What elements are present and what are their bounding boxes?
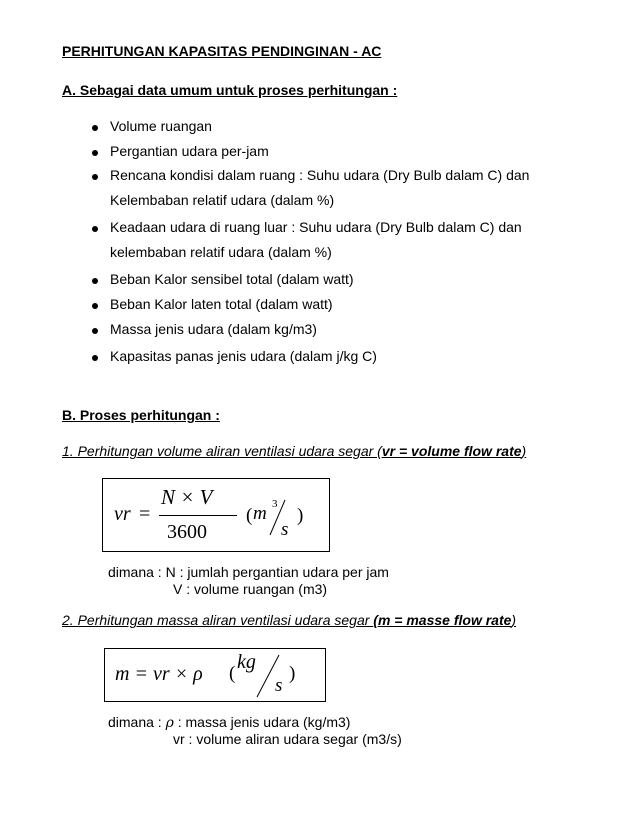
formula-equals: =	[139, 503, 151, 525]
bullet-icon	[92, 226, 98, 232]
step1-title-bold: vr = volume flow rate	[381, 443, 522, 459]
bullet-icon	[92, 150, 98, 156]
where-label: dimana :	[108, 714, 166, 730]
where-description: : massa jenis udara (kg/m3)	[173, 714, 351, 730]
list-item: Massa jenis udara (dalam kg/m3)	[110, 321, 317, 337]
step2-title-end: )	[511, 612, 517, 628]
step1-title-text: 1. Perhitungan volume aliran ventilasi udara segar (	[62, 443, 382, 459]
list-item-continuation: kelembaban relatif udara (dalam %)	[110, 244, 332, 260]
step2-title	[62, 612, 516, 628]
list-item: Pergantian udara per-jam	[110, 143, 269, 159]
step2-where-line2: vr : volume aliran udara segar (m3/s)	[173, 731, 402, 747]
list-item: Rencana kondisi dalam ruang : Suhu udara (Dry Bulb dalam C) dan	[110, 167, 530, 183]
formula-mass-flow-rate	[104, 648, 326, 702]
formula-numerator: N × V	[161, 485, 213, 509]
section-a-heading: A. Sebagai data umum untuk proses perhitungan :	[62, 82, 398, 98]
list-item: Kapasitas panas jenis udara (dalam j/kg C)	[110, 348, 377, 364]
bullet-icon	[92, 174, 98, 180]
list-item: Beban Kalor laten total (dalam watt)	[110, 296, 333, 312]
bullet-icon	[92, 355, 98, 361]
formula-denominator: 3600	[167, 521, 207, 543]
list-item: Volume ruangan	[110, 118, 212, 134]
rho-symbol: ρ	[165, 715, 174, 731]
unit-open-paren: (	[229, 663, 236, 684]
unit-open-paren: (	[246, 505, 253, 526]
list-item-continuation: Kelembaban relatif udara (dalam %)	[110, 192, 335, 208]
bullet-icon	[92, 125, 98, 131]
step1-title	[62, 443, 526, 459]
unit-close-paren: )	[297, 505, 304, 526]
fraction-bar	[159, 515, 237, 516]
section-b-heading: B. Proses perhitungan :	[62, 407, 220, 423]
formula-expression: m = vr × ρ	[115, 663, 203, 685]
bullet-icon	[92, 278, 98, 284]
step1-where-line1: dimana : N : jumlah pergantian udara per jam	[108, 564, 389, 580]
formula-lhs: vr	[114, 503, 131, 525]
unit-exponent: 3	[272, 498, 278, 510]
unit-numerator: kg	[237, 651, 256, 673]
step2-title-text: 2. Perhitungan massa aliran ventilasi udara segar	[62, 612, 374, 628]
step1-title-end: )	[521, 443, 527, 459]
step2-where-line1	[108, 714, 350, 731]
unit-denominator: s	[281, 519, 289, 540]
list-item: Beban Kalor sensibel total (dalam watt)	[110, 271, 354, 287]
bullet-icon	[92, 303, 98, 309]
unit-close-paren: )	[289, 663, 296, 684]
document-title: PERHITUNGAN KAPASITAS PENDINGINAN - AC	[62, 43, 382, 59]
unit-denominator: s	[275, 675, 283, 696]
unit-numerator: m	[253, 503, 267, 524]
step2-title-bold: (m = masse flow rate	[373, 612, 512, 628]
list-item: Keadaan udara di ruang luar : Suhu udara (Dry Bulb dalam C) dan	[110, 219, 522, 235]
step1-where-line2: V : volume ruangan (m3)	[173, 581, 328, 597]
bullet-icon	[92, 328, 98, 334]
formula-volume-flow-rate	[102, 478, 330, 552]
